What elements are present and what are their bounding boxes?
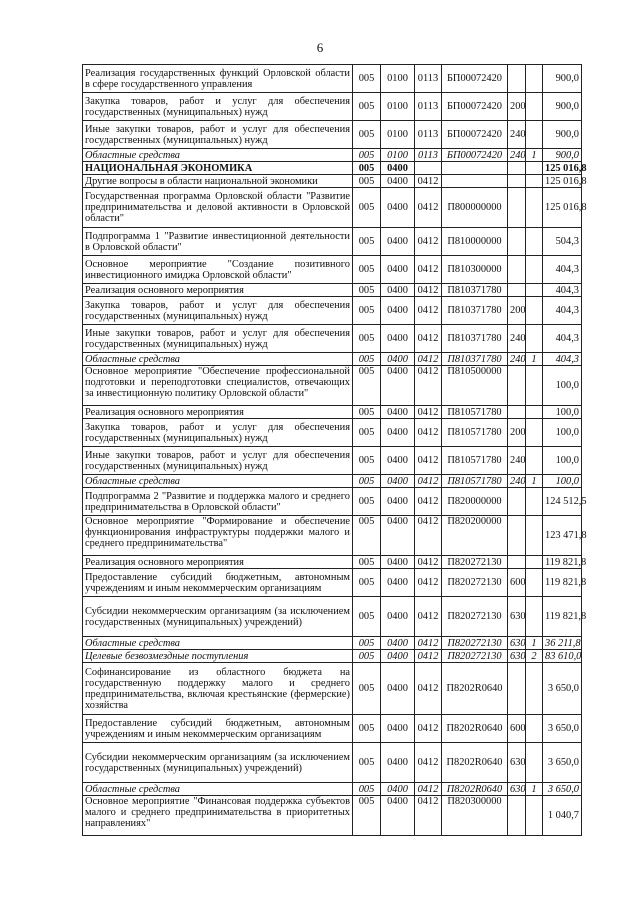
subsection-code: 0412 xyxy=(415,597,442,637)
funding-source-code xyxy=(526,488,543,516)
row-name: Основное мероприятие "Финансовая поддержка субъектов малого и среднего предпринимательства в приоритетных направлениях" xyxy=(83,796,353,836)
admin-code: 005 xyxy=(353,488,381,516)
subsection-code: 0412 xyxy=(415,447,442,475)
admin-code: 005 xyxy=(353,149,381,162)
row-amount: 404,3 xyxy=(543,297,582,325)
target-article-code: П8202R0640 xyxy=(442,663,508,715)
expense-type-code: 600 xyxy=(508,715,526,743)
row-amount: 900,0 xyxy=(543,93,582,121)
table-row xyxy=(83,353,582,366)
funding-source-code xyxy=(526,65,543,93)
funding-source-code xyxy=(526,743,543,783)
funding-source-code xyxy=(526,447,543,475)
admin-code: 005 xyxy=(353,121,381,149)
row-name: Реализация основного мероприятия xyxy=(83,406,353,419)
row-name: Областные средства xyxy=(83,783,353,796)
subsection-code: 0412 xyxy=(415,353,442,366)
subsection-code: 0412 xyxy=(415,175,442,188)
row-amount: 3 650,0 xyxy=(543,663,582,715)
subsection-code: 0412 xyxy=(415,325,442,353)
expense-type-code: 630 xyxy=(508,650,526,663)
section-code: 0400 xyxy=(381,447,415,475)
admin-code: 005 xyxy=(353,406,381,419)
section-code: 0400 xyxy=(381,406,415,419)
row-name: Предоставление субсидий бюджетным, автономным учреждениям и иным некоммерческим организациям xyxy=(83,715,353,743)
table-row xyxy=(83,783,582,796)
target-article-code: П8202R0640 xyxy=(442,783,508,796)
funding-source-code xyxy=(526,162,543,175)
section-code: 0400 xyxy=(381,297,415,325)
funding-source-code xyxy=(526,284,543,297)
admin-code: 005 xyxy=(353,743,381,783)
section-code: 0400 xyxy=(381,569,415,597)
table-row xyxy=(83,556,582,569)
section-code: 0400 xyxy=(381,228,415,256)
subsection-code: 0412 xyxy=(415,475,442,488)
subsection-code: 0412 xyxy=(415,796,442,836)
target-article-code: П810571780 xyxy=(442,419,508,447)
row-name: Реализация основного мероприятия xyxy=(83,284,353,297)
expense-type-code: 240 xyxy=(508,353,526,366)
section-code: 0400 xyxy=(381,516,415,556)
expense-type-code xyxy=(508,175,526,188)
target-article-code: БП00072420 xyxy=(442,93,508,121)
expense-type-code: 240 xyxy=(508,447,526,475)
subsection-code: 0412 xyxy=(415,488,442,516)
row-name: Целевые безвозмездные поступления xyxy=(83,650,353,663)
expense-type-code xyxy=(508,256,526,284)
expense-type-code: 630 xyxy=(508,597,526,637)
subsection-code: 0412 xyxy=(415,228,442,256)
row-amount: 3 650,0 xyxy=(543,743,582,783)
subsection-code: 0412 xyxy=(415,663,442,715)
section-code: 0400 xyxy=(381,743,415,783)
table-row xyxy=(83,715,582,743)
row-name: Областные средства xyxy=(83,149,353,162)
subsection-code: 0113 xyxy=(415,149,442,162)
admin-code: 005 xyxy=(353,297,381,325)
admin-code: 005 xyxy=(353,715,381,743)
subsection-code: 0412 xyxy=(415,783,442,796)
expense-type-code xyxy=(508,162,526,175)
row-amount: 125 016,8 xyxy=(543,188,582,228)
target-article-code: БП00072420 xyxy=(442,121,508,149)
target-article-code: П8202R0640 xyxy=(442,715,508,743)
row-amount: 1 040,7 xyxy=(543,796,582,836)
row-amount: 900,0 xyxy=(543,149,582,162)
funding-source-code xyxy=(526,419,543,447)
section-code: 0400 xyxy=(381,325,415,353)
funding-source-code xyxy=(526,228,543,256)
section-code: 0400 xyxy=(381,597,415,637)
expense-type-code: 630 xyxy=(508,783,526,796)
funding-source-code xyxy=(526,597,543,637)
subsection-code: 0412 xyxy=(415,743,442,783)
row-name: Областные средства xyxy=(83,353,353,366)
section-code: 0100 xyxy=(381,121,415,149)
table-row xyxy=(83,366,582,406)
row-name: Реализация основного мероприятия xyxy=(83,556,353,569)
target-article-code: П810371780 xyxy=(442,353,508,366)
target-article-code: П820272130 xyxy=(442,569,508,597)
funding-source-code xyxy=(526,121,543,149)
target-article-code: П810371780 xyxy=(442,284,508,297)
subsection-code: 0412 xyxy=(415,419,442,447)
expense-type-code: 600 xyxy=(508,569,526,597)
table-row xyxy=(83,488,582,516)
row-amount: 125 016,8 xyxy=(543,175,582,188)
row-name: Подпрограмма 2 "Развитие и поддержка малого и среднего предпринимательства в Орловской области" xyxy=(83,488,353,516)
admin-code: 005 xyxy=(353,419,381,447)
target-article-code: П820000000 xyxy=(442,488,508,516)
table-row xyxy=(83,650,582,663)
subsection-code: 0412 xyxy=(415,516,442,556)
admin-code: 005 xyxy=(353,597,381,637)
admin-code: 005 xyxy=(353,162,381,175)
expense-type-code xyxy=(508,188,526,228)
funding-source-code: 1 xyxy=(526,783,543,796)
budget-table xyxy=(82,64,587,836)
table-row xyxy=(83,743,582,783)
section-code: 0100 xyxy=(381,93,415,121)
section-code: 0100 xyxy=(381,149,415,162)
table-row xyxy=(83,637,582,650)
target-article-code: БП00072420 xyxy=(442,65,508,93)
expense-type-code xyxy=(508,663,526,715)
target-article-code: П8202R0640 xyxy=(442,743,508,783)
expense-type-code: 240 xyxy=(508,325,526,353)
admin-code: 005 xyxy=(353,663,381,715)
subsection-code: 0412 xyxy=(415,556,442,569)
section-code: 0400 xyxy=(381,715,415,743)
funding-source-code xyxy=(526,93,543,121)
target-article-code: П810571780 xyxy=(442,447,508,475)
section-code: 0400 xyxy=(381,650,415,663)
row-name: Подпрограмма 1 "Развитие инвестиционной деятельности в Орловской области" xyxy=(83,228,353,256)
table-row xyxy=(83,569,582,597)
row-amount: 119 821,8 xyxy=(543,597,582,637)
target-article-code: П810571780 xyxy=(442,475,508,488)
target-article-code: П820200000 xyxy=(442,516,508,556)
section-code: 0400 xyxy=(381,475,415,488)
target-article-code: П810571780 xyxy=(442,406,508,419)
row-amount: 36 211,8 xyxy=(543,637,582,650)
expense-type-code xyxy=(508,406,526,419)
target-article-code: П810371780 xyxy=(442,297,508,325)
admin-code: 005 xyxy=(353,65,381,93)
table-row xyxy=(83,419,582,447)
target-article-code: П820272130 xyxy=(442,597,508,637)
subsection-code: 0113 xyxy=(415,65,442,93)
row-name: НАЦИОНАЛЬНАЯ ЭКОНОМИКА xyxy=(83,162,353,175)
expense-type-code xyxy=(508,516,526,556)
funding-source-code xyxy=(526,406,543,419)
expense-type-code xyxy=(508,366,526,406)
subsection-code: 0412 xyxy=(415,637,442,650)
section-code: 0100 xyxy=(381,65,415,93)
target-article-code: П810000000 xyxy=(442,228,508,256)
admin-code: 005 xyxy=(353,175,381,188)
row-name: Реализация государственных функций Орловской области в сфере государственного управления xyxy=(83,65,353,93)
target-article-code: П820272130 xyxy=(442,556,508,569)
section-code: 0400 xyxy=(381,188,415,228)
row-name: Государственная программа Орловской области "Развитие предпринимательства и деловой активности в Орловской области" xyxy=(83,188,353,228)
row-name: Закупка товаров, работ и услуг для обеспечения государственных (муниципальных) нужд xyxy=(83,297,353,325)
row-name: Закупка товаров, работ и услуг для обеспечения государственных (муниципальных) нужд xyxy=(83,419,353,447)
expense-type-code: 200 xyxy=(508,93,526,121)
funding-source-code xyxy=(526,556,543,569)
row-amount: 404,3 xyxy=(543,284,582,297)
funding-source-code xyxy=(526,516,543,556)
expense-type-code xyxy=(508,488,526,516)
table-row xyxy=(83,162,582,175)
funding-source-code xyxy=(526,366,543,406)
row-amount: 83 610,0 xyxy=(543,650,582,663)
expense-type-code xyxy=(508,556,526,569)
admin-code: 005 xyxy=(353,284,381,297)
row-amount: 100,0 xyxy=(543,475,582,488)
target-article-code: П810300000 xyxy=(442,256,508,284)
section-code: 0400 xyxy=(381,488,415,516)
admin-code: 005 xyxy=(353,353,381,366)
section-code: 0400 xyxy=(381,783,415,796)
table-row xyxy=(83,796,582,836)
subsection-code: 0412 xyxy=(415,406,442,419)
admin-code: 005 xyxy=(353,556,381,569)
expense-type-code: 200 xyxy=(508,419,526,447)
row-amount: 404,3 xyxy=(543,325,582,353)
row-amount: 900,0 xyxy=(543,65,582,93)
table-row xyxy=(83,65,582,93)
funding-source-code xyxy=(526,175,543,188)
funding-source-code xyxy=(526,188,543,228)
table-row xyxy=(83,93,582,121)
admin-code: 005 xyxy=(353,325,381,353)
row-name: Софинансирование из областного бюджета на государственную поддержку малого и среднего предпринимательства, включая крестьянские (фермерские) хозяйства xyxy=(83,663,353,715)
funding-source-code: 1 xyxy=(526,149,543,162)
funding-source-code: 1 xyxy=(526,475,543,488)
target-article-code: БП00072420 xyxy=(442,149,508,162)
table-row xyxy=(83,516,582,556)
expense-type-code: 240 xyxy=(508,475,526,488)
admin-code: 005 xyxy=(353,93,381,121)
row-name: Субсидии некоммерческим организациям (за исключением государственных (муниципальных) учреждений) xyxy=(83,743,353,783)
row-amount: 900,0 xyxy=(543,121,582,149)
section-code: 0400 xyxy=(381,366,415,406)
table-row xyxy=(83,256,582,284)
admin-code: 005 xyxy=(353,569,381,597)
row-amount: 119 821,8 xyxy=(543,556,582,569)
section-code: 0400 xyxy=(381,663,415,715)
row-amount: 125 016,8 xyxy=(543,162,582,175)
admin-code: 005 xyxy=(353,256,381,284)
table-row xyxy=(83,406,582,419)
admin-code: 005 xyxy=(353,447,381,475)
admin-code: 005 xyxy=(353,188,381,228)
expense-type-code xyxy=(508,228,526,256)
target-article-code: П810500000 xyxy=(442,366,508,406)
admin-code: 005 xyxy=(353,516,381,556)
admin-code: 005 xyxy=(353,637,381,650)
subsection-code: 0412 xyxy=(415,284,442,297)
funding-source-code xyxy=(526,297,543,325)
section-code: 0400 xyxy=(381,175,415,188)
row-name: Иные закупки товаров, работ и услуг для обеспечения государственных (муниципальных) нужд xyxy=(83,121,353,149)
subsection-code: 0412 xyxy=(415,256,442,284)
admin-code: 005 xyxy=(353,650,381,663)
subsection-code: 0113 xyxy=(415,93,442,121)
row-name: Субсидии некоммерческим организациям (за исключением государственных (муниципальных) учреждений) xyxy=(83,597,353,637)
expense-type-code xyxy=(508,284,526,297)
section-code: 0400 xyxy=(381,353,415,366)
table-row xyxy=(83,175,582,188)
table-row xyxy=(83,297,582,325)
subsection-code: 0113 xyxy=(415,121,442,149)
subsection-code: 0412 xyxy=(415,650,442,663)
row-name: Предоставление субсидий бюджетным, автономным учреждениям и иным некоммерческим организациям xyxy=(83,569,353,597)
funding-source-code xyxy=(526,715,543,743)
row-amount: 100,0 xyxy=(543,447,582,475)
row-name: Закупка товаров, работ и услуг для обеспечения государственных (муниципальных) нужд xyxy=(83,93,353,121)
section-code: 0400 xyxy=(381,284,415,297)
expense-type-code: 630 xyxy=(508,743,526,783)
row-name: Другие вопросы в области национальной экономики xyxy=(83,175,353,188)
table-row xyxy=(83,121,582,149)
admin-code: 005 xyxy=(353,783,381,796)
row-amount: 100,0 xyxy=(543,419,582,447)
row-amount: 404,3 xyxy=(543,353,582,366)
row-amount: 3 650,0 xyxy=(543,715,582,743)
section-code: 0400 xyxy=(381,556,415,569)
table-row xyxy=(83,663,582,715)
row-name: Областные средства xyxy=(83,637,353,650)
target-article-code xyxy=(442,175,508,188)
target-article-code: П820272130 xyxy=(442,650,508,663)
funding-source-code xyxy=(526,325,543,353)
admin-code: 005 xyxy=(353,796,381,836)
table-row xyxy=(83,447,582,475)
table-row xyxy=(83,188,582,228)
subsection-code xyxy=(415,162,442,175)
row-name: Основное мероприятие "Формирование и обеспечение функционирования инфраструктуры поддержки малого и среднего предпринимательства" xyxy=(83,516,353,556)
table-row xyxy=(83,597,582,637)
expense-type-code xyxy=(508,796,526,836)
funding-source-code xyxy=(526,256,543,284)
row-name: Иные закупки товаров, работ и услуг для обеспечения государственных (муниципальных) нужд xyxy=(83,447,353,475)
admin-code: 005 xyxy=(353,366,381,406)
row-name: Основное мероприятие "Обеспечение профессиональной подготовки и переподготовки специалистов, отвечающих за инвестиционную политику Орловской области" xyxy=(83,366,353,406)
section-code: 0400 xyxy=(381,256,415,284)
table-row xyxy=(83,284,582,297)
subsection-code: 0412 xyxy=(415,569,442,597)
funding-source-code xyxy=(526,663,543,715)
expense-type-code xyxy=(508,65,526,93)
expense-type-code: 240 xyxy=(508,149,526,162)
table-row xyxy=(83,475,582,488)
table-row xyxy=(83,228,582,256)
funding-source-code: 1 xyxy=(526,353,543,366)
target-article-code: П800000000 xyxy=(442,188,508,228)
admin-code: 005 xyxy=(353,475,381,488)
row-amount: 100,0 xyxy=(543,406,582,419)
funding-source-code: 1 xyxy=(526,637,543,650)
section-code: 0400 xyxy=(381,419,415,447)
subsection-code: 0412 xyxy=(415,715,442,743)
funding-source-code: 2 xyxy=(526,650,543,663)
section-code: 0400 xyxy=(381,162,415,175)
target-article-code xyxy=(442,162,508,175)
expense-type-code: 240 xyxy=(508,121,526,149)
row-name: Областные средства xyxy=(83,475,353,488)
row-name: Иные закупки товаров, работ и услуг для обеспечения государственных (муниципальных) нужд xyxy=(83,325,353,353)
funding-source-code xyxy=(526,569,543,597)
subsection-code: 0412 xyxy=(415,366,442,406)
subsection-code: 0412 xyxy=(415,188,442,228)
expense-type-code: 630 xyxy=(508,637,526,650)
target-article-code: П820272130 xyxy=(442,637,508,650)
admin-code: 005 xyxy=(353,228,381,256)
budget-table-body xyxy=(83,65,587,836)
target-article-code: П810371780 xyxy=(442,325,508,353)
funding-source-code xyxy=(526,796,543,836)
table-row xyxy=(83,149,582,162)
target-article-code: П820300000 xyxy=(442,796,508,836)
row-name: Основное мероприятие "Создание позитивного инвестиционного имиджа Орловской области" xyxy=(83,256,353,284)
section-code: 0400 xyxy=(381,637,415,650)
subsection-code: 0412 xyxy=(415,297,442,325)
row-amount: 124 512,5 xyxy=(543,488,582,516)
row-amount: 119 821,8 xyxy=(543,569,582,597)
page-number: 6 xyxy=(316,40,324,55)
row-amount: 123 471,8 xyxy=(543,516,582,556)
row-amount: 404,3 xyxy=(543,256,582,284)
row-amount: 504,3 xyxy=(543,228,582,256)
expense-type-code: 200 xyxy=(508,297,526,325)
row-amount: 100,0 xyxy=(543,366,582,406)
row-amount: 3 650,0 xyxy=(543,783,582,796)
table-row xyxy=(83,325,582,353)
section-code: 0400 xyxy=(381,796,415,836)
